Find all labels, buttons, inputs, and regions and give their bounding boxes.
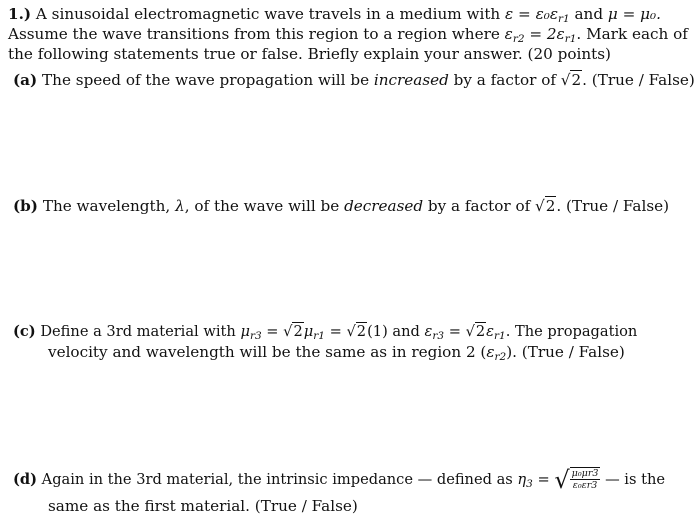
part-c-line-2 xyxy=(48,342,625,367)
part-d-eq: = xyxy=(537,471,550,488)
part-b-radicand: 2 xyxy=(545,197,556,215)
intro-text-1: A sinusoidal electromagnetic wave travels in a medium with xyxy=(35,5,501,23)
part-c-mu2: μ xyxy=(303,323,314,340)
part-c-mu: μ xyxy=(240,323,250,340)
part-d-line-2 xyxy=(48,496,358,516)
part-d-fraction xyxy=(570,468,601,491)
part-c-radicand-1: 2 xyxy=(293,323,303,340)
intro-text-2: Assume the wave transitions from this region to a region where xyxy=(8,25,500,43)
intro-eq-epsilon: ε = ε₀ε xyxy=(505,5,558,23)
sqrt-symbol: √2 xyxy=(465,323,486,340)
intro-and: and xyxy=(574,5,604,23)
part-c-mu-sub: r3 xyxy=(249,330,262,342)
part-d-text: Again in the 3rd material, the intrinsic impedance — defined as xyxy=(41,471,513,488)
part-c-line2-eps: ε xyxy=(486,343,495,361)
part-a xyxy=(13,70,695,90)
intro-text-3: the following statements true or false. Briefly explain your answer. (20 points) xyxy=(8,45,611,63)
part-c-line-2-text: velocity and wavelength will be the same as in region 2 ( xyxy=(48,343,487,361)
part-c-radicand-3: 2 xyxy=(475,323,486,340)
sqrt-symbol: √2 xyxy=(346,323,367,340)
intro-eq3-rhs: = 2ε xyxy=(529,25,565,43)
intro-text-2b: . Mark each of xyxy=(576,25,688,43)
part-c-label: (c) xyxy=(13,323,36,340)
intro-eq3-sub2: r1 xyxy=(564,33,577,45)
part-b-text: The wavelength, xyxy=(42,197,171,215)
part-c-radicand-2: 2 xyxy=(356,323,367,340)
part-c-eps2-sub: r1 xyxy=(494,330,506,342)
sqrt-symbol: √2 xyxy=(535,197,556,215)
part-a-tail: . (True / False) xyxy=(582,71,695,89)
part-c-line-2-tail: ). (True / False) xyxy=(506,343,625,361)
part-c-eq-a: = xyxy=(266,323,279,340)
part-c-line2-eps-sub: r2 xyxy=(494,351,507,363)
part-b-tail: . (True / False) xyxy=(556,197,670,215)
part-b xyxy=(13,196,669,216)
part-b-lambda: λ xyxy=(175,197,185,215)
sqrt-symbol: √2 xyxy=(560,71,582,89)
part-c-mu2-sub: r1 xyxy=(313,330,325,342)
intro-eq-mu: μ = μ₀. xyxy=(607,5,661,23)
part-a-emph: increased xyxy=(373,71,449,89)
part-d-eta: η xyxy=(517,471,527,488)
part-c-eps: ε xyxy=(424,323,433,340)
part-a-radicand: 2 xyxy=(571,71,582,89)
sqrt-symbol: √2 xyxy=(283,323,303,340)
part-b-emph: decreased xyxy=(344,197,424,215)
part-c-eps2: ε xyxy=(486,323,495,340)
part-a-label: (a) xyxy=(13,71,38,89)
part-b-label: (b) xyxy=(13,197,38,215)
part-d-eta-sub: 3 xyxy=(526,478,533,490)
part-a-text: The speed of the wave propagation will be xyxy=(42,71,370,89)
part-d-frac-num: μ₀μr3 xyxy=(571,468,599,479)
part-b-text-mid: , of the wave will be xyxy=(184,197,340,215)
part-a-text-post: by a factor of xyxy=(453,71,556,89)
part-c-eps-sub: r3 xyxy=(432,330,445,342)
part-c-eq-b: = xyxy=(329,323,342,340)
part-d-text-post: — is the xyxy=(605,471,665,488)
intro-eq-epsilon-sub: r1 xyxy=(557,13,570,25)
problem-number: 1.) xyxy=(8,5,32,23)
part-c-eq-c: = xyxy=(448,323,461,340)
part-d-label: (d) xyxy=(13,471,38,488)
sqrt-symbol: √ $\frac{\text{μ₀μr3}}{\text{ε₀εr3}}$ xyxy=(554,466,599,494)
intro-eq3-sub1: r2 xyxy=(512,33,525,45)
part-d-line-2-text: same as the first material. (True / False) xyxy=(48,497,358,515)
part-c-text: Define a 3rd material with xyxy=(40,323,236,340)
part-d-line-1 xyxy=(13,468,665,494)
problem-intro-line-3 xyxy=(8,44,611,64)
part-c-paren-one: (1) and xyxy=(367,323,420,340)
intro-eq3-eps: ε xyxy=(504,25,513,43)
part-c-text-post: . The propagation xyxy=(505,323,638,340)
part-b-text-post: by a factor of xyxy=(427,197,531,215)
part-d-frac-den: ε₀εr3 xyxy=(572,480,598,491)
